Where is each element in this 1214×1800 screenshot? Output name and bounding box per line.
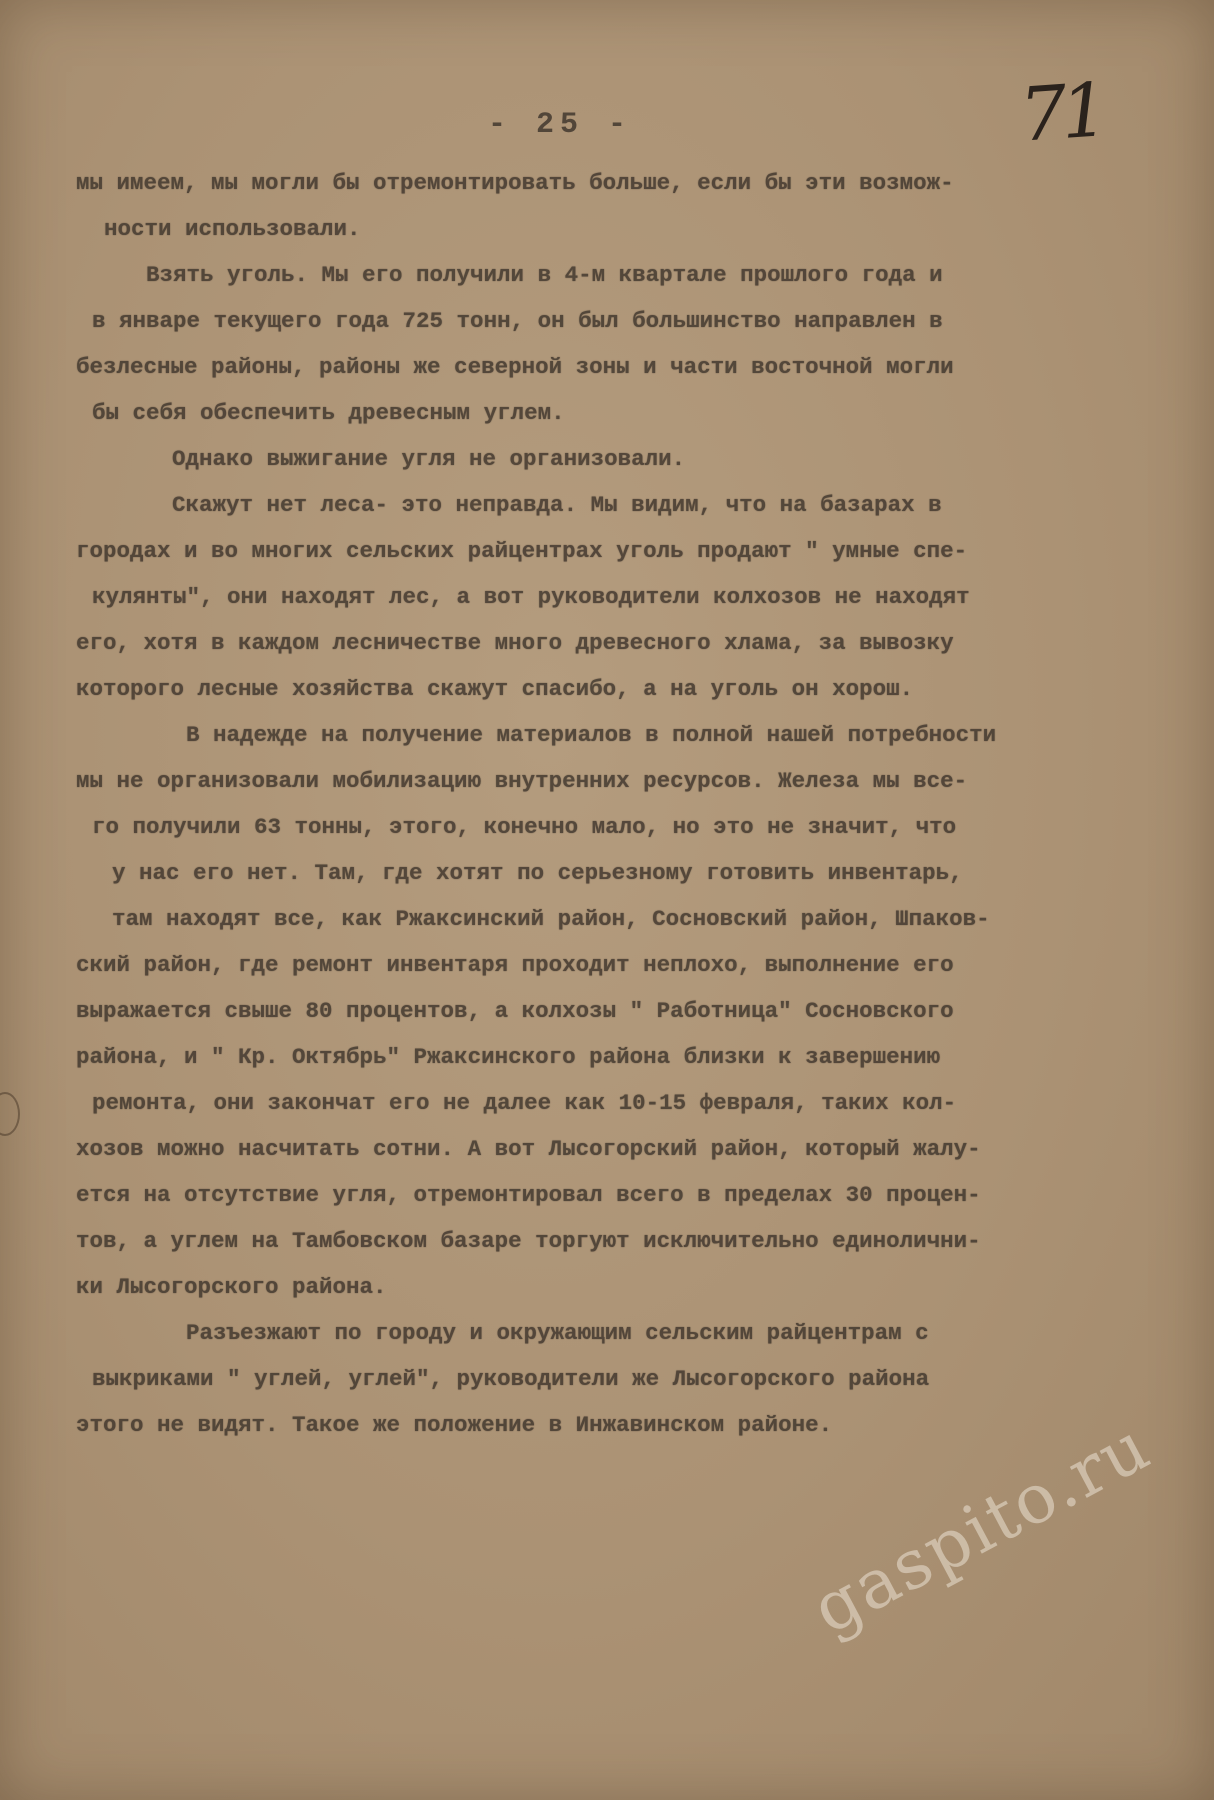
text-line: мы имеем, мы могли бы отремонтировать больше, если бы эти возмож- (76, 170, 954, 196)
text-line: В надежде на получение материалов в полной нашей потребности (186, 722, 997, 748)
text-line: ется на отсутствие угля, отремонтировал всего в пределах 30 процен- (76, 1182, 981, 1208)
text-line: го получили 63 тонны, этого, конечно мало, но это не значит, что (92, 814, 957, 840)
text-line: ности использовали. (104, 216, 361, 242)
text-line: у нас его нет. Там, где хотят по серьезному готовить инвентарь, (112, 860, 963, 886)
text-line: безлесные районы, районы же северной зоны и части восточной могли (76, 354, 954, 380)
text-line: этого не видят. Такое же положение в Инжавинском районе. (76, 1412, 833, 1438)
text-line: мы не организовали мобилизацию внутренних ресурсов. Железа мы все- (76, 768, 968, 794)
text-line: Скажут нет леса- это неправда. Мы видим, что на базарах в (172, 492, 942, 518)
text-line: ский район, где ремонт инвентаря проходит неплохо, выполнение его (76, 952, 954, 978)
text-line: выкриками " углей, углей", руководители же Лысогорского района (92, 1366, 930, 1392)
site-watermark: gaspito.ru (800, 1406, 1164, 1650)
text-line: его, хотя в каждом лесничестве много древесного хлама, за вывозку (76, 630, 954, 656)
text-line: ки Лысогорского района. (76, 1274, 387, 1300)
text-line: там находят все, как Ржаксинский район, Сосновский район, Шпаков- (112, 906, 990, 932)
typed-body-text (76, 160, 1196, 1448)
text-line: Взять уголь. Мы его получили в 4-м квартале прошлого года и (146, 262, 943, 288)
binder-hole (0, 1092, 20, 1136)
archive-sheet-number: 71 (1017, 67, 1106, 159)
text-line: района, и " Кр. Октябрь" Ржаксинского района близки к завершению (76, 1044, 941, 1070)
text-line: ремонта, они закончат его не далее как 10-15 февраля, таких кол- (92, 1090, 957, 1116)
text-line: хозов можно насчитать сотни. А вот Лысогорский район, который жалу- (76, 1136, 981, 1162)
text-line: которого лесные хозяйства скажут спасибо, а на уголь он хорош. (76, 676, 914, 702)
text-line: кулянты", они находят лес, а вот руководители колхозов не находят (92, 584, 970, 610)
text-line: тов, а углем на Тамбовском базаре торгуют исключительно единолични- (76, 1228, 981, 1254)
text-line: в январе текущего года 725 тонн, он был большинство направлен в (92, 308, 943, 334)
page-number: - 25 - (487, 108, 633, 142)
text-line: Однако выжигание угля не организовали. (172, 446, 686, 472)
text-line: выражается свыше 80 процентов, а колхозы " Работница" Сосновского (76, 998, 954, 1024)
text-line: городах и во многих сельских райцентрах уголь продают " умные спе- (76, 538, 968, 564)
text-line: Разъезжают по городу и окружающим сельским райцентрам с (186, 1320, 929, 1346)
text-line: бы себя обеспечить древесным углем. (92, 400, 565, 426)
